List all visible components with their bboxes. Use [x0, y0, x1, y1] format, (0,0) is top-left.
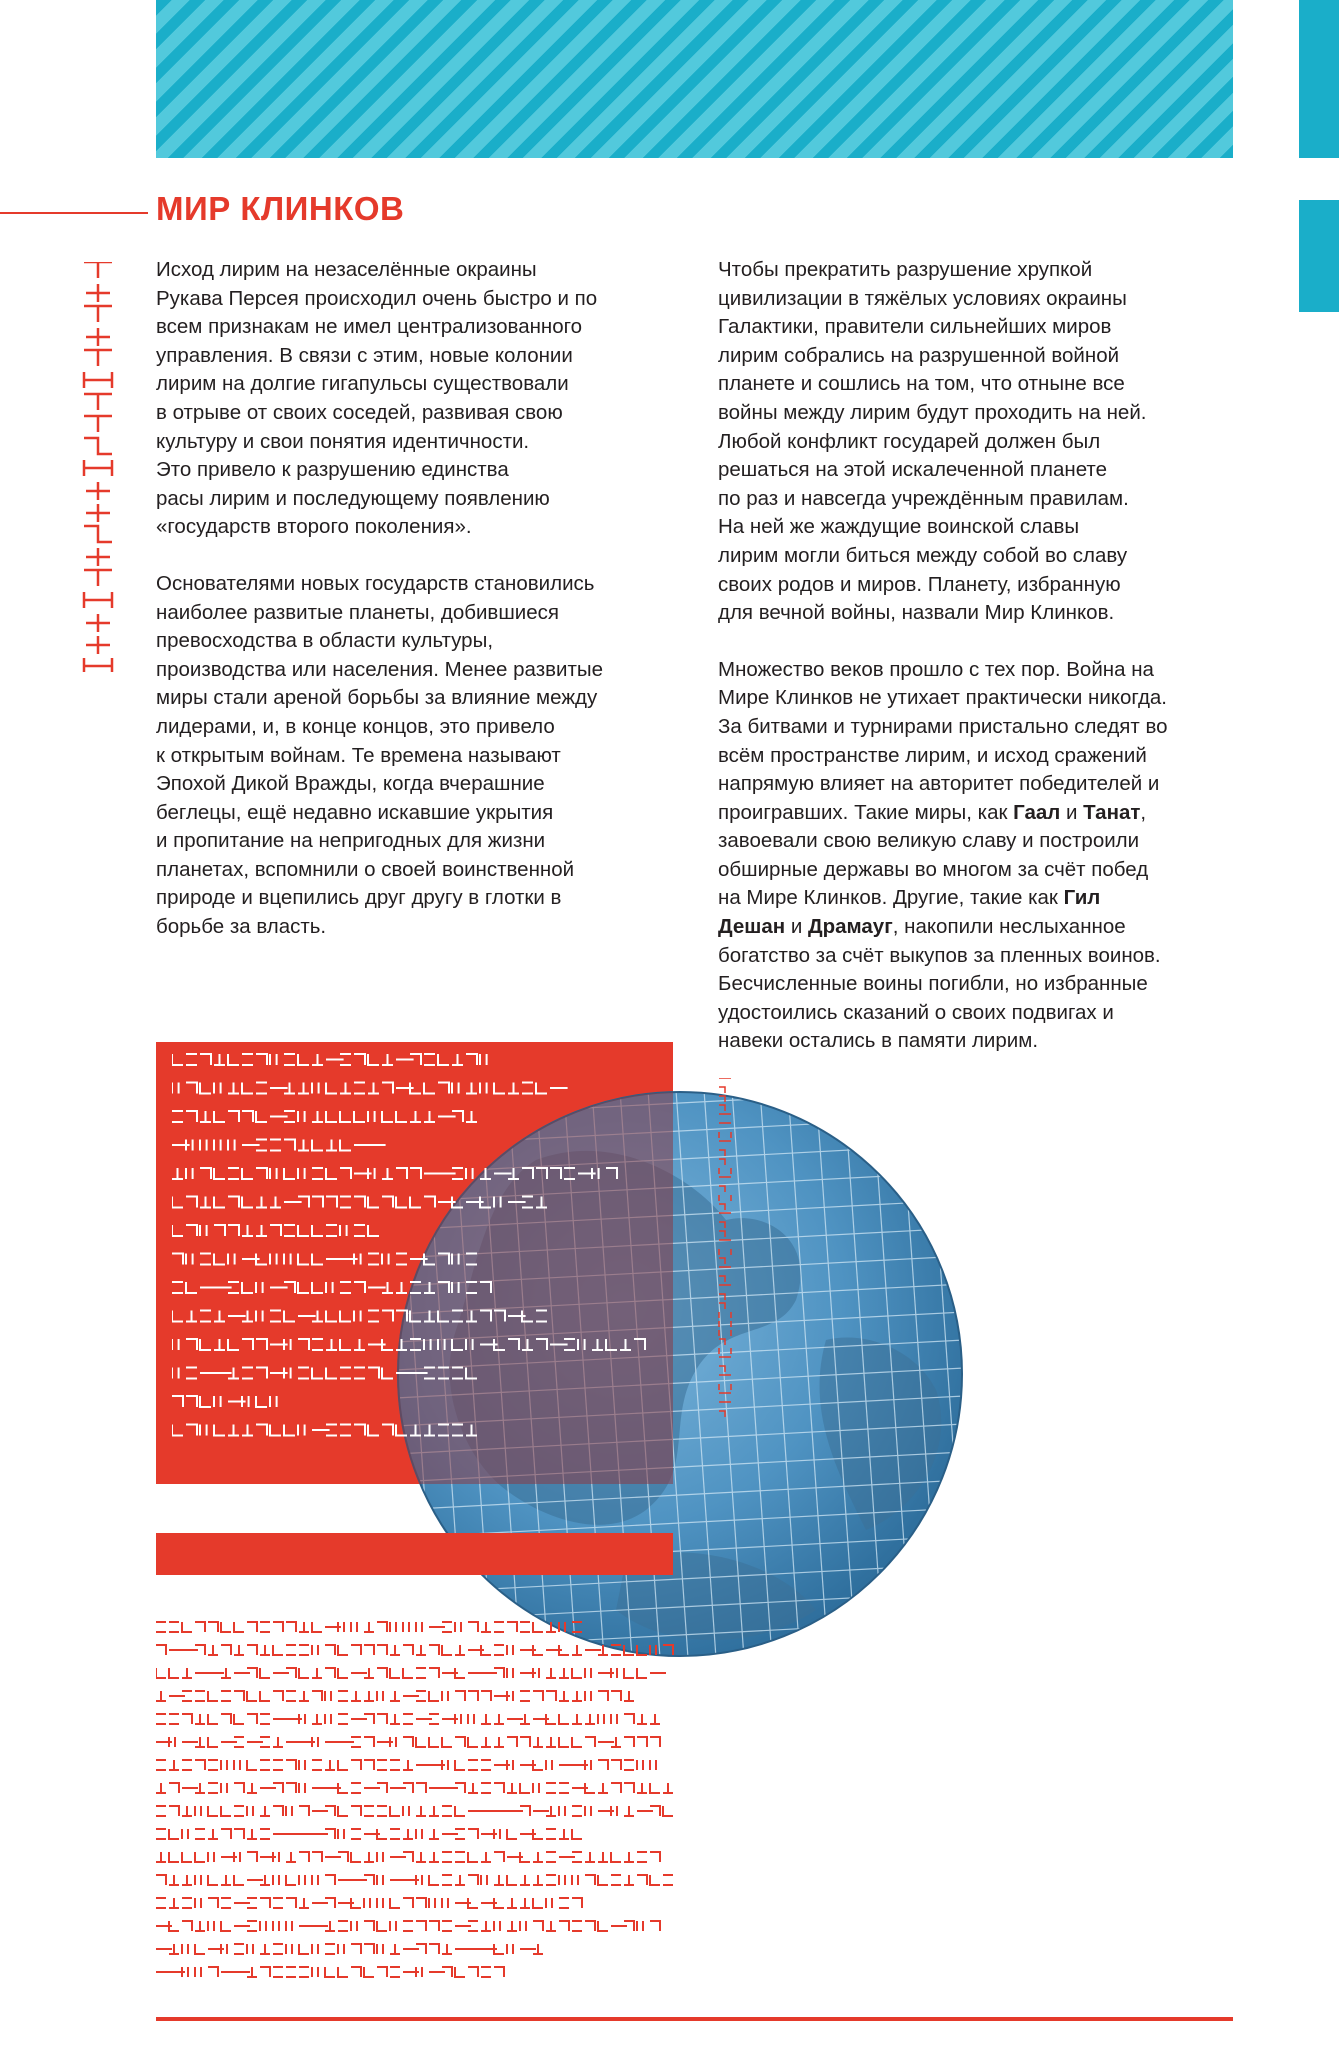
page-title: МИР КЛИНКОВ — [156, 190, 405, 227]
text-run: и — [1060, 800, 1084, 824]
red-bar — [156, 1533, 673, 1575]
left-paragraph-2: Основателями новых государств становились наиболее развитые планеты, добившиеся превосходства в области культуры, производства или населения. Менее развитые миры стали ареной борьбы за влияние между лидерами, и, в конце концов, это привело к открытым войнам. Те времена называют Эпохой Дикой Вражды, когда вчерашние беглецы, ещё недавно искавшие укрытия и пропитание на непригодных для жизни планетах, вспомнили о своей воинственной природе и вцепились друг другу в глотки в борьбе за власть. — [156, 571, 603, 939]
text-run: Множество веков прошло с тех пор. Война на Мире Клинков не утихает практически никогда. За битвами и турнирами пристально следят во всём пространстве лирим, и исход сражений напрямую влияет на авторитет победителей и проигравших. Такие миры, как — [718, 657, 1168, 824]
world-name-gil-deshan: Гил Дешан — [718, 886, 1101, 939]
right-column — [718, 256, 1248, 1084]
text-run: , накопили неслыханное богатство за счёт выкупов за пленных воинов. Бесчисленные воины погибли, но избранные удостоились сказаний о своих подвигах и навеки остались в памяти лирим. — [718, 915, 1161, 1053]
glyph-script-block-white — [172, 1046, 662, 1466]
left-column — [156, 256, 656, 970]
side-tab-top — [1299, 0, 1339, 158]
vertical-glyph-ornament — [78, 262, 118, 672]
world-name-dramaug: Драмауг — [807, 915, 893, 939]
glyph-script-block-red — [156, 1618, 686, 2000]
left-paragraph-1: Исход лирим на незаселённые окраины Рукава Персея происходил очень быстро и по всем признакам не имел централизованного управления. В связи с этим, новые колонии лирим на долгие гигапульсы существовали в отрыве от своих соседей, развивая свою культуру и свои понятия идентичности. Это привело к разрушению единства расы лирим и последующему появлению «государств второго поколения». — [156, 258, 598, 539]
right-paragraph-1: Чтобы прекратить разрушение хрупкой цивилизации в тяжёлых условиях окраины Галактики, правители сильнейших миров лирим собрались на разрушенной войной планете и сошлись на том, что отныне все войны между лирим будут проходить на ней. Любой конфликт государей должен был решаться на этой искалеченной планете по раз и навсегда учреждённым правилам. На ней же жаждущие воинской славы лирим могли биться между собой во славу своих родов и миров. Планету, избранную для вечной войны, назвали Мир Клинков. — [718, 258, 1147, 625]
world-name-gaal: Гаал — [1013, 800, 1061, 824]
glyph-strip-vertical — [718, 1078, 732, 1420]
side-tab-bottom — [1299, 200, 1339, 312]
text-run: и — [785, 915, 808, 939]
text-run: , завоевали свою великую славу и построили обширные державы во многом за счёт побед на Мире Клинков. Другие, такие как — [718, 800, 1149, 910]
right-paragraph-2 — [718, 656, 1248, 1056]
title-rule — [0, 212, 148, 214]
bottom-rule — [156, 2017, 1233, 2021]
world-name-tanat: Танат — [1083, 800, 1141, 824]
header-stripe-band — [156, 0, 1233, 158]
